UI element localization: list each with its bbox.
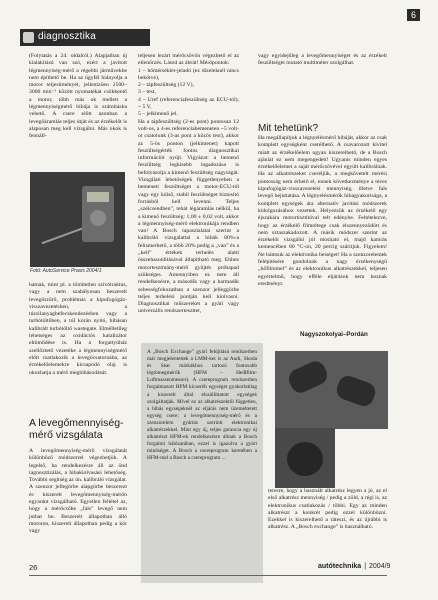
footer-rule [29, 575, 387, 576]
column-3-section-body: Ha megállapítjuk a légnyelésmérő hibáját, akkor az csak komplett egységként cserélhető. A csavarozott kivitel miatt az érzékelőelem ugyan kiszerelhető, de a Bosch ajánlat ez nem megengedett! Ugyanis minden egyes érzékelőelemet a saját mérőcsövével együtt kalibrálnak. Ha az alkatrészeket cseréljük, a megkövetelt mérési pontosság nem érhető el, ennek következménye a téves kipufogógáz-visszavezetési mennyiség, illetve fals levegő bejuttatása. A légnyelésmérők hibagyakorisága, a komplett egységek ára alternatív javítási módszerek kidolgozásához vezettek. Helyezzük az érzékelő egy éjszakára motortisztítóval telt edénybe. Feltételezve, hogy az érzékelő filmrétege csak elszennyeződött és nem sztaszakadozott. A másik módszer szerint az érzékelőt vizsgálni jól mosható el, majd kamrás kemencében 80 °C-on, 20 percig szárítjuk. Figyelem! Ne bántsuk az elektronika beiséget! Ha a szenzorelemek felépítésére gondolunk a nagy érzékenységű „hőfilmmel” és az elektronikus alkatrészekkel, teljesen egyértelmű, hogy efféle eljárások nem hoznak eredményt. [258, 135, 387, 287]
corner-page-marker: 6 [407, 9, 420, 21]
sensor-parts-photo [275, 351, 388, 429]
column-3 [258, 53, 387, 68]
column-2-top: teljesen lezárt mérőcsövön végezhető el az ellenőrzés. Lássd az ábrát! Mérőpontok: [138, 53, 239, 67]
measurement-point-3: 3 – test, [138, 89, 156, 96]
header-mark-icon [23, 32, 34, 43]
sensor-closeup-photo [275, 428, 335, 488]
info-box-text: A „Bosch Exchange” gyári felújítású rendszerben már megjelentettek a LMM-ket is az Audi, Skoda és Seat márkákhoz tartozó fontosabb légtömegmérők (HFM – Heißfilm-Luftmassenmesser). A csereprogram rendszerben forgalmazott HFM kicserélt egységet gyakorlatilag a kiszerelt által elszállíttatott egységek szolgáltatják. Mivel ez az alkatrészektől független, a hibás egységeknél az eljárás nem üzemeltetett egység csere; a levegőmennyiség-mérő és a szenzorelem gyártás szerinti elektronikai alkatrészekkel. Mint egy új, teljes garancia egy új alkatrészt HFM-ek rendelkezésre állnak a Bosch forgalmi hálózatában, ezzel is igazolva a gyári minőséget. A Bosch a csereprogram keretében a HFM-mel a Bosch a csereprogram ... [147, 349, 257, 462]
column-2-body: Ha a tápfeszültség (2-es pont) pontosan 12 volt-os, a 4-es referenciabemeneten ~5 volt-ot csatolunk (3-as pont a közös test), akkor az 5-ös ponton (jelkimenet) kapott feszültségérték fontos diagnosztikai információt nyújt. Vigyázat: a bemenő feszültség legkisebb ingadozása is befolyásolja a kimenő feszültség nagyságát. Vizsgálati lehetőségek függetlenyeben a bemeneti feszültséget a motor-ECU-tól vagy egy külső, stabil feszültséget biztosító forrásból kell levenni. Teljes „szélcsendben”, tehát légáramlás nélkül, ha a kimenő feszültség: 1,00 ± 0,02 volt, akkor a légmennyiség-mérő elektronikája rendben van! A Bosch tapasztalatai szerint a kalibráló vizsgálattal a hibák 80%-a felismerhető, a több 20% pedig a „van” és a „kell” értékek terhelés alatti összehasonlításával állapítható meg. Ehhez motortesztmány-mérő gyűjtés próbapad szükséges. Amennyiben ez nem áll rendelkezésre, a második vagy a harmadik sebességfokozatban a szenzor jelleggörbe teljes terhelési pontján kell kiolvasni. Diagnosztikai műszereket a gyári vagy univerzális rendszertesztter, [138, 118, 239, 315]
measurement-point-1: 1 – hőmérséklet-jeladó (ez dízeleknél nincs bekötve), [138, 67, 239, 81]
section-header-title: diagnosztika [38, 31, 96, 42]
article-author: Nagyszokolyai–Pordán [300, 331, 368, 338]
column-1-intro: (Folytatás a 24. oldalról.) Alapjaiban új kialakítású van szó, ezért a javított légmennyiség-mérő a régebbi járművekbe nem építhető be. Ha az ügyfél hiányolja a motor teljesítményét, jellemzően 2500–3000 min⁻¹ között nyomatékát csökkentő a motor, több más ok mellett a légmennyiségmérő hibája is számításba vehető. A csere előtt azonban a levegőáramlás teljes útját és az érzékelőt is alaposan meg kell vizsgálni. Más okok is fennáll- [29, 53, 127, 140]
sensor-part-right [334, 373, 378, 409]
measurement-point-4: 4 – Uref (referenciafeszültség az ECU-tól), ~ 5 V, [138, 96, 239, 111]
issue-number: 2004/9 [369, 563, 391, 570]
sensor-part-left [286, 358, 331, 396]
magazine-name: autótechnika [318, 563, 362, 570]
column-1 [29, 53, 127, 141]
measurement-point-2: 2 – tápfeszültség (12 V), [138, 82, 194, 89]
footer-issue [318, 563, 390, 570]
footer-separator: | [364, 563, 367, 570]
section-title-meter-test: A levegőmennyiség-mérő vizsgálata [29, 417, 124, 441]
multimeter-photo [30, 172, 125, 267]
column-1-after-photo: hatnak, mint pl. a tömítetlen szívótraktus, vagy a nem szabályosan beszerelt levegőszűrő, problémás a kipufogógáz-visszavezetésben, a túzsilanyagbefecskendezésben vagy a turbótöltőben, a túl korán nyitó, hibásan kalibrált turbótöltő wastegate. Elmélletileg lehetséges az oxidációs katalizátor eltömődése is. Ha a forgattyúház szellőztető vezetéke a légmennyiségmérő előtt csatlakozik a levegőcsatornába, az érzékelőelemekre kicsapódó olaj is okozhatja a mérő meghibásodását. [29, 282, 127, 376]
column-3-bottom [268, 488, 387, 532]
column-3-section [258, 135, 387, 288]
column-2 [138, 53, 239, 316]
sensor-closeup-part [287, 442, 323, 476]
page-number: 26 [29, 563, 38, 572]
column-3-bottom-text: teresre, hogy a használt alkatrész legyen a jó, az el első alkatrész mennyiség / pedig a zöld, a régi is, az elektronikus csatlakozás / többi. Egy az minden alkatrészt a konkrét pedig ezzel különbözni. Ezekkel is kiszerelhető a ráteszi, és az újrábbi is alkatrész. A „Bosch exchange” is használható. [268, 488, 387, 531]
column-3-top: vagy egyidejűleg a levegőmennyiséget és az érzékelt feszültséget mutató multiméter szolgálhat. [258, 53, 387, 67]
info-box [141, 343, 263, 583]
photo-caption: Fotó: AutoService Praxis 2004/1 [30, 268, 102, 274]
measurement-point-5: 5 – jelkimenő jel. [138, 111, 178, 118]
column-1-section-body: A levegőmennyiség-mérő vizsgálatát különböző módszerrel végezhetjük. A legelső, ha rendelkezésre áll az önd iagnosztizálás, a hibakiolvasási lehetőség. További segítség az ún. kalibráló vizsgálat. A szenzor jellegörbe alapgörbe beszerezt és kiszerelt levegőmennyiség-mérőn egyaránt vizsgálható. Egyetlen feltétel az, hogy a mérőcsőbe „fals” levegő nem juthat be. Beszerelt állapotban álló motoron, kiszerelt állapotban pedig a kör vagy [29, 448, 127, 535]
column-1-continued [29, 282, 127, 377]
section-title-what-to-do: Mit tehetünk? [258, 123, 319, 134]
column-1-section [29, 448, 127, 536]
info-box-text-wrap [147, 349, 257, 463]
multimeter-display [87, 192, 109, 202]
multimeter-dial [90, 210, 106, 226]
section-header [20, 29, 150, 46]
